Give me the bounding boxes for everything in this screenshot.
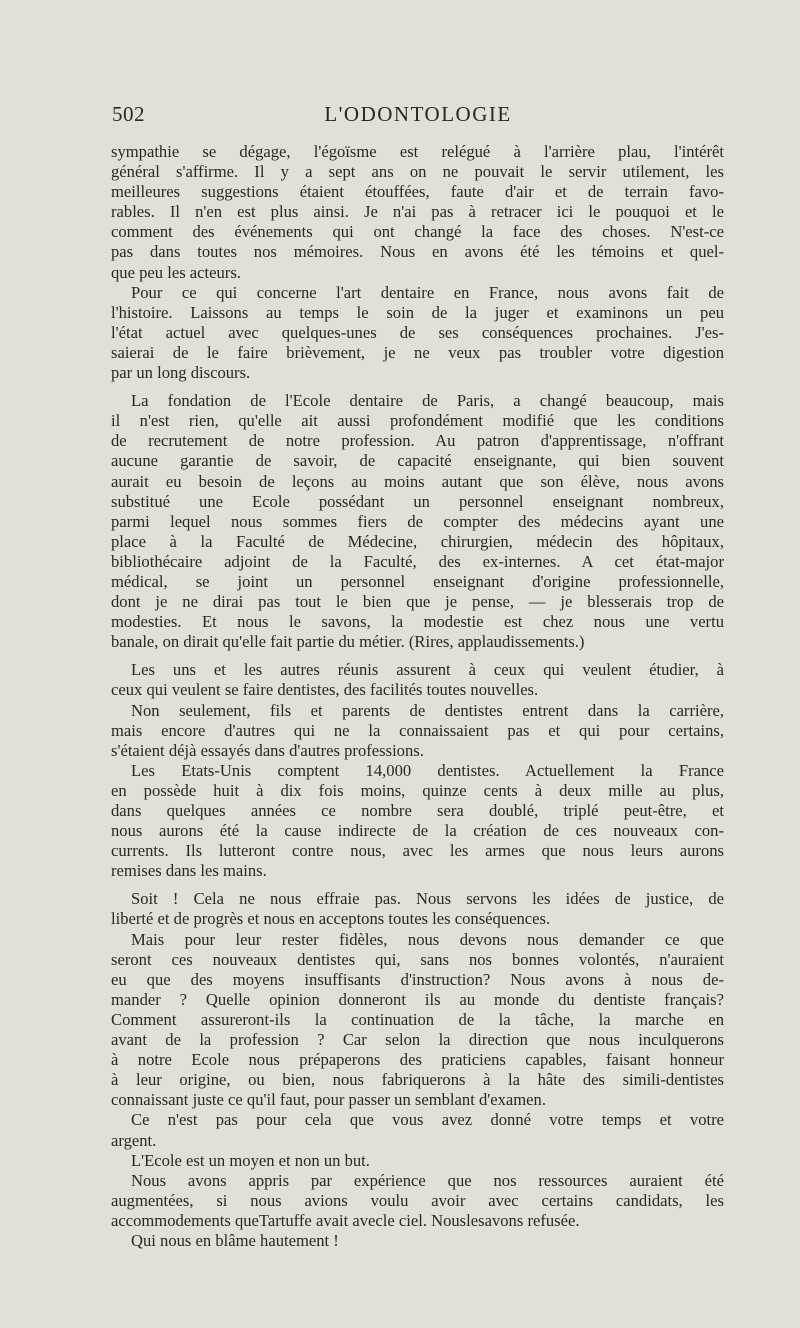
paragraph: [111, 283, 724, 383]
running-title: L'ODONTOLOGIE: [324, 102, 512, 126]
text-line: ceux qui veulent se faire dentistes, des facilités toutes nouvelles.: [111, 680, 539, 700]
page-number: 502: [112, 102, 145, 126]
text-line: Soit ! Cela ne nous effraie pas. Nous servons les idées de justice, de: [131, 889, 724, 909]
text-line: place à la Faculté de Médecine, chirurgien, médecin des hôpitaux,: [111, 531, 724, 551]
text-line: dans quelques années ce nombre sera doublé, triplé peut-être, et: [111, 801, 724, 820]
text-line: Les Etats-Unis comptent 14,000 dentistes. Actuellement la France: [131, 760, 724, 780]
paragraph: [111, 1231, 724, 1251]
paragraph: [111, 1151, 724, 1171]
text-line: avant de la profession ? Car selon la direction que nous inculquerons: [111, 1030, 724, 1050]
text-line: mander ? Quelle opinion donneront ils au monde du dentiste français?: [111, 989, 724, 1009]
text-line: médical, se joint un personnel enseignant d'origine professionnelle,: [111, 571, 724, 591]
paragraph: [111, 1110, 724, 1150]
text-line: eu que des moyens insuffisants d'instruction? Nous avons à nous de-: [111, 969, 724, 989]
text-line: pas dans toutes nos mémoires. Nous en avons été les témoins et quel-: [111, 242, 724, 262]
text-line: liberté et de progrès et nous en acceptons toutes les conséquences.: [111, 909, 551, 929]
paragraph: [111, 761, 724, 882]
page-header: [112, 100, 724, 130]
text-line: seront ces nouveaux dentistes qui, sans nos bonnes volontés, n'auraient: [111, 949, 724, 969]
text-line: meilleures suggestions étaient étouffées, faute d'air et de terrain favo-: [111, 182, 724, 202]
text-line: général s'affirme. Il y a sept ans on ne pouvait le servir utilement, les: [111, 162, 724, 182]
text-line: parmi lequel nous sommes fiers de compter des médecins ayant une: [111, 511, 724, 531]
text-line: accommodements queTartuffe avait avecle ciel. Nouslesavons refusée.: [111, 1210, 580, 1230]
paragraph: [111, 391, 724, 652]
text-line: Pour ce qui concerne l'art dentaire en France, nous avons fait de: [131, 282, 724, 302]
body-text: [111, 142, 724, 1251]
paragraph: [111, 660, 724, 700]
text-line: l'histoire. Laissons au temps le soin de la juger et examinons un peu: [111, 302, 724, 322]
paragraph: [111, 889, 724, 929]
text-line: aurait eu besoin de leçons au moins autant que son élève, nous avons: [111, 471, 724, 491]
text-line: il n'est rien, qu'elle ait aussi profondément modifié que les conditions: [111, 411, 724, 431]
paragraph: [111, 1171, 724, 1231]
text-line: modesties. Et nous le savons, la modestie est chez nous une vertu: [111, 612, 724, 632]
text-line: currents. Ils lutteront contre nous, avec les armes que nous leurs aurons: [111, 841, 724, 861]
text-line: remises dans les mains.: [111, 861, 267, 881]
text-line: mais encore d'autres qui ne la connaissaient pas et qui pour certains,: [111, 720, 724, 740]
paragraph: [111, 930, 724, 1111]
text-line: sympathie se dégage, l'égoïsme est relégué à l'arrière plau, l'intérêt: [111, 142, 724, 161]
text-line: à notre Ecole nous prépaperons des praticiens capables, faisant honneur: [111, 1050, 724, 1070]
text-line: s'étaient déjà essayés dans d'autres professions.: [111, 740, 424, 760]
text-line: connaissant juste ce qu'il faut, pour passer un semblant d'examen.: [111, 1090, 546, 1110]
text-line: Ce n'est pas pour cela que vous avez donné votre temps et votre: [131, 1110, 724, 1130]
text-line: par un long discours.: [111, 363, 251, 383]
text-line: bibliothécaire adjoint de la Faculté, des ex-internes. A cet état-major: [111, 551, 724, 571]
text-line: banale, on dirait qu'elle fait partie du métier. (Rires, applaudissements.): [111, 632, 585, 652]
text-line: augmentées, si nous avions voulu avoir avec certains candidats, les: [111, 1190, 724, 1210]
text-line: aucune garantie de savoir, de capacité enseignante, qui bien souvent: [111, 451, 724, 471]
paragraph-gap: [111, 652, 724, 660]
text-line: Comment assureront-ils la continuation de la tâche, la marche en: [111, 1009, 724, 1029]
text-line: La fondation de l'Ecole dentaire de Paris, a changé beaucoup, mais: [131, 391, 724, 411]
text-line: dont je ne dirai pas tout le bien que je pense, — je blesserais trop de: [111, 592, 724, 612]
text-line: comment des événements qui ont changé la face des choses. N'est-ce: [111, 222, 724, 242]
text-line: que peu les acteurs.: [111, 262, 241, 282]
text-line: de recrutement de notre profession. Au patron d'apprentissage, n'offrant: [111, 431, 724, 451]
text-line: Non seulement, fils et parents de dentistes entrent dans la carrière,: [131, 700, 724, 720]
text-line: saierai de le faire brièvement, je ne veux pas troubler votre digestion: [111, 342, 724, 362]
text-line: argent.: [111, 1130, 157, 1150]
text-line: L'Ecole est un moyen et non un but.: [131, 1150, 370, 1170]
text-line: rables. Il n'en est plus ainsi. Je n'ai pas à retracer ici le pouquoi et le: [111, 202, 724, 222]
text-line: Qui nous en blâme hautement !: [131, 1230, 339, 1250]
text-line: Mais pour leur rester fidèles, nous devons nous demander ce que: [131, 929, 724, 949]
text-line: substitué une Ecole possédant un personnel enseignant nombreux,: [111, 491, 724, 511]
paragraph: [111, 142, 724, 283]
paragraph-gap: [111, 383, 724, 391]
text-line: Nous avons appris par expérience que nos ressources auraient été: [131, 1170, 724, 1190]
text-line: à leur origine, ou bien, nous fabriquerons à la hâte des simili-dentistes: [111, 1070, 724, 1090]
text-line: Les uns et les autres réunis assurent à ceux qui veulent étudier, à: [131, 660, 724, 680]
text-line: en possède huit à dix fois moins, quinze cents à deux mille au plus,: [111, 780, 724, 800]
paragraph: [111, 701, 724, 761]
text-line: l'état actuel avec quelques-unes de ses conséquences prochaines. J'es-: [111, 322, 724, 342]
paragraph-gap: [111, 881, 724, 889]
text-line: nous aurons été la cause indirecte de la création de ces nouveaux con-: [111, 821, 724, 841]
